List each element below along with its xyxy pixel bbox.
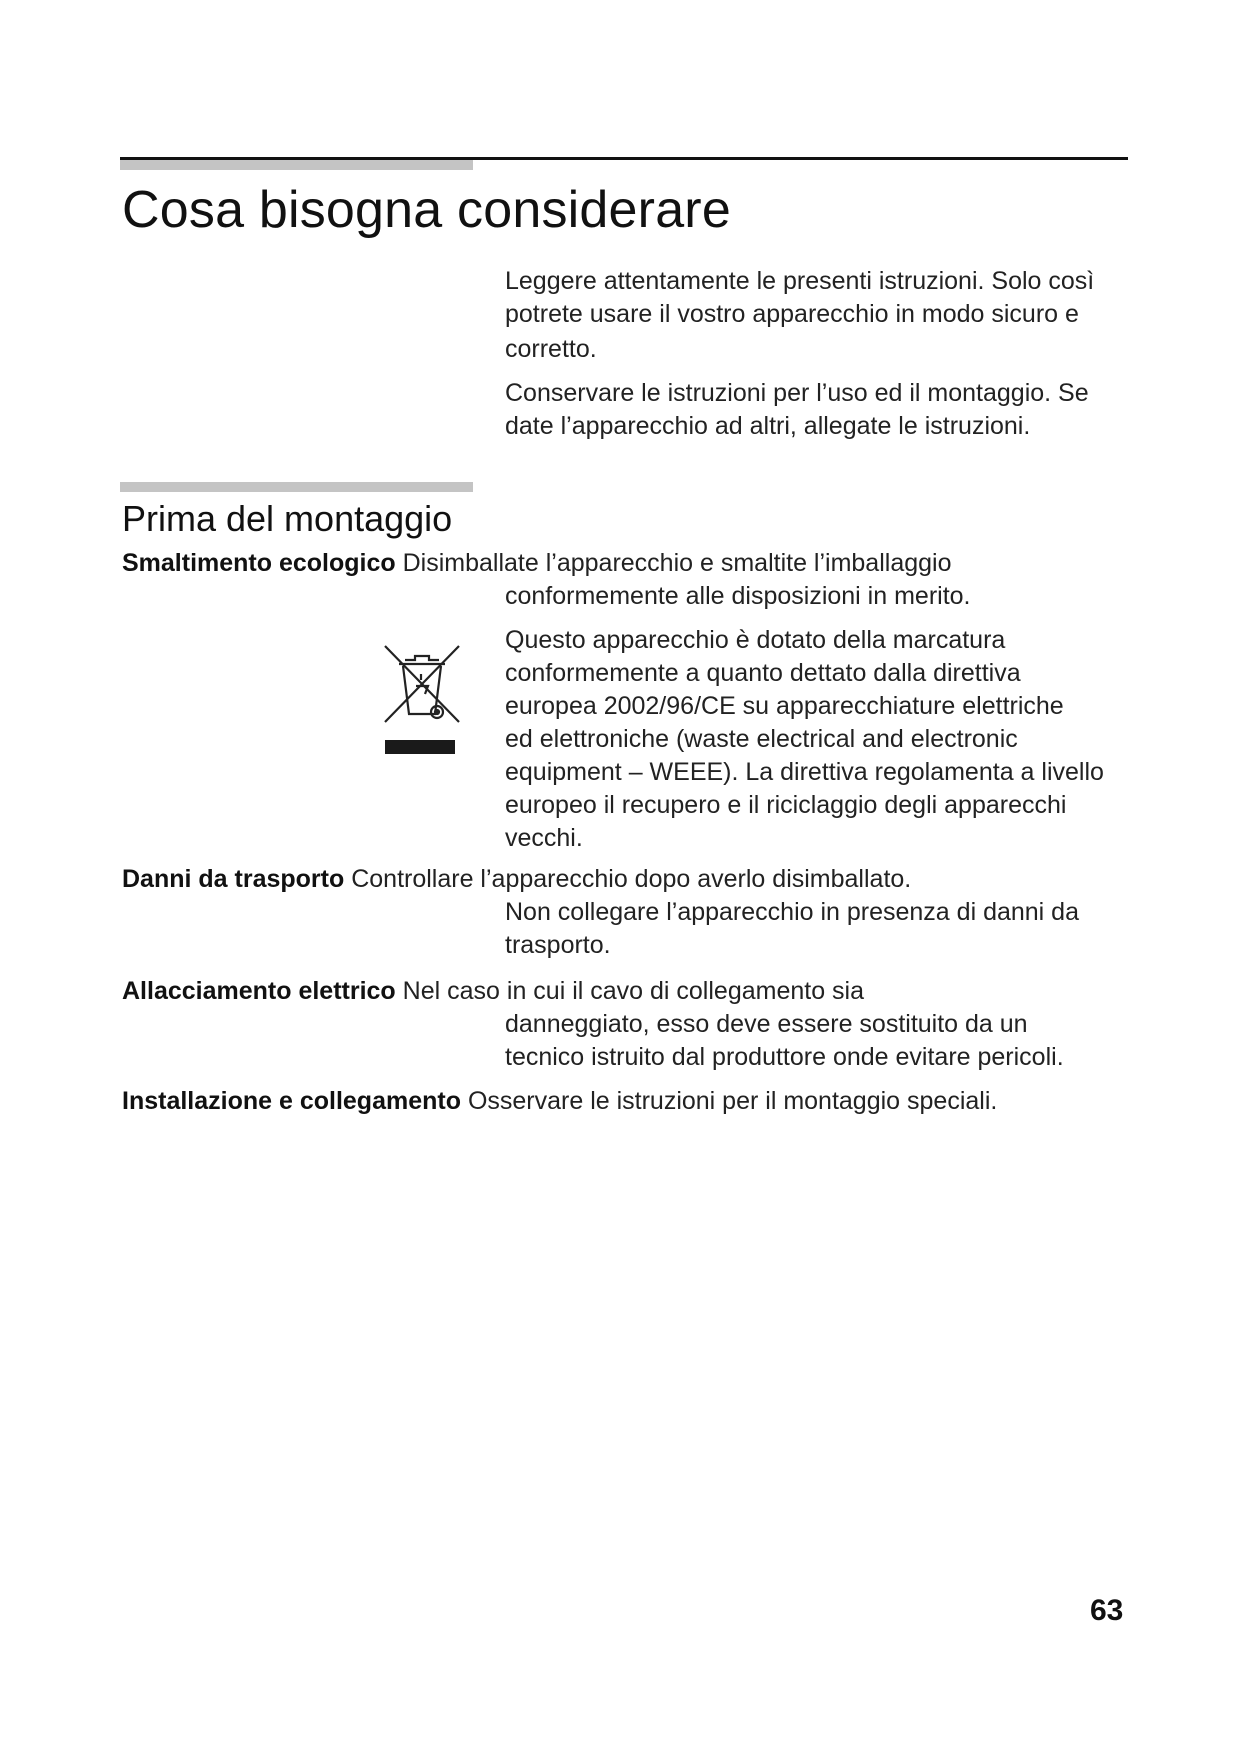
disposal-row: Smaltimento ecologico Disimballate l’apparecchio e smaltite l’imballaggio conformemente alle disposizioni in merito. bbox=[122, 549, 971, 610]
disposal-label: Smaltimento ecologico bbox=[122, 549, 396, 577]
page-number: 63 bbox=[1090, 1594, 1124, 1627]
intro-paragraph-1: Leggere attentamente le presenti istruzioni. Solo così potrete usare il vostro apparecchio in modo sicuro e corretto. bbox=[505, 267, 1095, 363]
header-accent-bar bbox=[120, 160, 473, 170]
installation-label: Installazione e collegamento bbox=[122, 1087, 461, 1115]
crossed-out-wheelie-bin-icon bbox=[381, 640, 463, 764]
transport-row: Danni da trasporto Controllare l’apparecchio dopo averlo disimballato. Non collegare l’apparecchio in presenza di danni da trasporto. bbox=[122, 865, 1079, 959]
section-accent-bar bbox=[120, 482, 473, 492]
electrical-row: Allacciamento elettrico Nel caso in cui il cavo di collegamento sia danneggiato, esso deve essere sostituito da un tecnico istruito dal produttore onde evitare pericoli. bbox=[122, 977, 1064, 1071]
installation-row: Installazione e collegamento Osservare le istruzioni per il montaggio speciali. bbox=[122, 1087, 998, 1115]
transport-label: Danni da trasporto bbox=[122, 865, 345, 893]
intro-paragraph-2: Conservare le istruzioni per l’uso ed il montaggio. Se date l’apparecchio ad altri, allegate le istruzioni. bbox=[505, 379, 1089, 440]
section-title: Prima del montaggio bbox=[122, 498, 453, 539]
page-title: Cosa bisogna considerare bbox=[122, 181, 731, 239]
electrical-label: Allacciamento elettrico bbox=[122, 977, 396, 1005]
weee-paragraph: Questo apparecchio è dotato della marcatura conformemente a quanto dettato dalla direttiva europea 2002/96/CE su apparecchiature elettriche ed elettroniche (waste electrical and electronic equipment – WEEE). La direttiva regolamenta a livello europeo il recupero e il riciclaggio degli apparecchi vecchi. bbox=[505, 626, 1104, 852]
